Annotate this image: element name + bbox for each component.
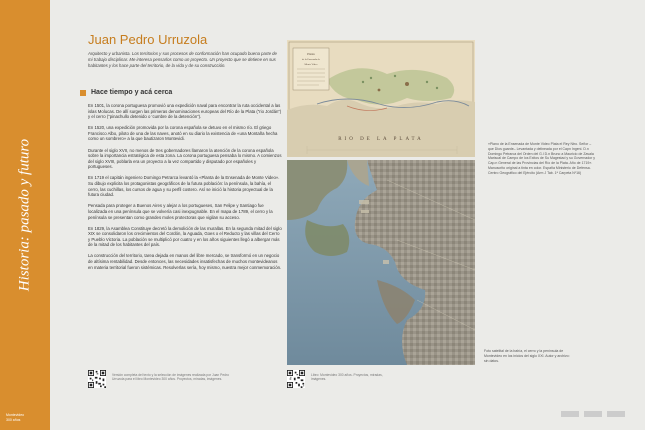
paragraph-3: Durante el siglo XVII, no menos de tres gobernadores llamaron la atención de la corona española sobre la importancia estratégica de esta zona. La corona portuguesa pensaba lo mismo. A comienzos del siglo XVIII, poblarla era un proyecto a la vez compartido y disputado por españoles y portugueses. bbox=[88, 147, 282, 170]
section-title: Hace tiempo y acá cerca bbox=[91, 89, 173, 96]
institution-logo-3-icon bbox=[607, 411, 625, 417]
map-cartouche-line2: de la Ensenada de bbox=[302, 58, 320, 61]
body-text bbox=[88, 103, 282, 276]
paragraph-2: En 1520, una expedición promovida por la corona española se detuvo en el mismo río. El griego Francisco Albo, piloto de una de las naves, anotó en su diario la existencia de «una Montaña hecha como un sombrero» a la que bautizaron Montevidi. bbox=[88, 125, 278, 142]
institution-logo-1-icon bbox=[561, 411, 579, 417]
paragraph-1: En 1501, la corona portuguesa promovió una expedición naval para encontrar la ruta occidental a las islas Molucas. De allí surgen las primeras denominaciones europeas del Río de la Plata (“rio Jordán”) y el cerro (“pinachullo detenido o ‘cumbre de la detención”). bbox=[88, 103, 282, 120]
institution-logo-2-icon bbox=[584, 411, 602, 417]
footer-logos bbox=[561, 411, 625, 417]
section-heading bbox=[80, 89, 172, 96]
paragraph-4: En 1719 el capitán ingeniero Domingo Petrarca levantó la «Planta de la Ensenada de Monte Video». Su dibujo explicita los protagonistas geográficos de la futura población: la península, la bahía, el cerro, las cuchillas, los cursos de agua y su perfil costero. Así se inició la historia proyectual de la futura ciudad. bbox=[88, 175, 280, 198]
qr-code-2-icon[interactable] bbox=[287, 370, 305, 388]
square-bullet-icon bbox=[80, 90, 86, 96]
qr-code-1-caption: Versión completa del texto y la selección de imágenes realizada por Juan Pedro Urruzola para el libro Montevideo 300 años. Proyectos, miradas, imágenes. bbox=[112, 373, 229, 382]
satellite-photo-image bbox=[287, 160, 475, 365]
sidebar-footer bbox=[6, 413, 24, 422]
satellite-caption: Foto satelital de la bahía, el cerro y la península de Montevideo en los inicios del siglo XXI. Autor y archivo: sin datos. bbox=[484, 349, 570, 363]
historic-map-image bbox=[287, 40, 475, 157]
sidebar-title: Historia: pasado y futuro bbox=[16, 138, 33, 292]
sidebar bbox=[0, 0, 50, 430]
map-cartouche-line3: Monte Video bbox=[304, 63, 318, 66]
map-cartouche-line1: Planta bbox=[307, 52, 315, 56]
sidebar-footer-line2: 300 años bbox=[6, 417, 21, 422]
map-caption: «Plano de la Ensenada de Monte Video Plata el Rey Ntro. Señor –que Dios guarde– Levantada y delineada por el Capn Ingeni. D.n Domingo Petrarca del Orden del G.l D.n Bruno a Mauricio de Zavala Mariscal de Campo de los Exitos de Su Magestad y su Governador y Cap.n General de las Provincias del Río de la Plata. Año de 1719». Manuscrito original a tinta en color. España Ministerio de Defensa. Centro Geográfico del Ejército (Arm J Tab. 1ª Carpeta Nº16) bbox=[488, 142, 595, 175]
qr-code-1-icon[interactable] bbox=[88, 370, 106, 388]
sidebar-footer-line1: Montevideo bbox=[6, 413, 25, 417]
paragraph-6: En 1829, la Asamblea Constituye decretó la demolición de las murallas. En la segunda mitad del siglo XIX se consolidaron los crecimientos del Cordón, la Aguada, Goes o el Reducto y las villas del Cerro y Pueblo Victoria. La población se multiplicó por cuatro y en los años siguientes llegó a albergar más de la mitad de los habitantes del país. bbox=[88, 225, 282, 248]
intro-text: Arquitecto y urbanista. Los territorios y sus procesos de conformación han ocupado buena parte de mi trabajo disciplinar. Me interesa pensarlos como un proyecto. Un proyecto que se detiene en sus habitantes y los hace parte del territorio, de la vida y de su construcción. bbox=[88, 51, 277, 68]
map-river-label: RIO DE LA PLATA bbox=[338, 137, 424, 142]
paragraph-5: Pensada para proteger a Buenos Aires y alejar a los portugueses, San Felipe y Santiago fue localizada en una península que se volvería casi inexpugnable. En el mapa de 1789, el cerro y la península se presentan como grandes moles protectoras que vigilan su acceso. bbox=[88, 203, 273, 220]
paragraph-7: La construcción del territorio, tarea dejada en manos del libre mercado, se transformó en un negocio de altísima rentabilidad. Desde entonces, las necesidades insatisfechas de muchos montevideanos en materia territorial fueron sistémicas. Resolverlas sería, hoy mismo, nuestra mejor conmemoración. bbox=[88, 253, 282, 270]
qr-code-2-caption: Libro: Montevideo 300 años. Proyectos, miradas, imágenes. bbox=[311, 373, 383, 382]
page-title: Juan Pedro Urruzola bbox=[88, 32, 208, 47]
